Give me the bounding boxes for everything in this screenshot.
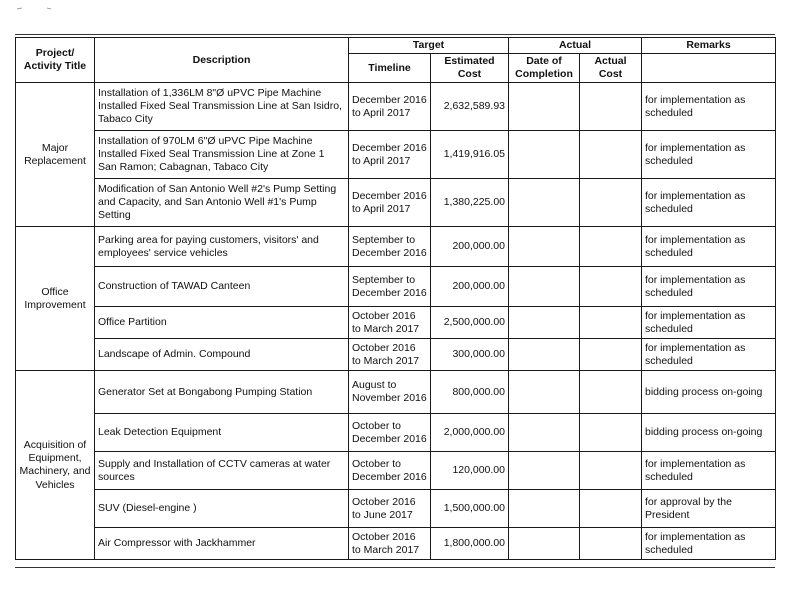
project-title-cell: Office Improvement [16, 227, 95, 371]
remarks-cell: for implementation as scheduled [642, 179, 776, 227]
timeline-cell: December 2016 to April 2017 [349, 131, 431, 179]
table-row [16, 490, 776, 528]
date-of-completion-cell [509, 307, 580, 339]
description-cell: Installation of 970LM 6"Ø uPVC Pipe Machine Installed Fixed Seal Transmission Line at Zone 1 San Ramon; Cabagnan, Tabaco City [95, 131, 349, 179]
actual-cost-cell [580, 307, 642, 339]
description-cell: Generator Set at Bongabong Pumping Station [95, 371, 349, 414]
timeline-cell: September to December 2016 [349, 227, 431, 267]
description-cell: Construction of TAWAD Canteen [95, 267, 349, 307]
description-cell: Leak Detection Equipment [95, 414, 349, 452]
header-remarks-sub [642, 54, 776, 83]
actual-cost-cell [580, 528, 642, 560]
remarks-cell: for implementation as scheduled [642, 267, 776, 307]
actual-cost-cell [580, 371, 642, 414]
remarks-cell: for implementation as scheduled [642, 227, 776, 267]
header-project: Project/ Activity Title [16, 38, 95, 83]
estimated-cost-cell: 1,380,225.00 [431, 179, 509, 227]
timeline-cell: October 2016 to June 2017 [349, 490, 431, 528]
remarks-cell: for implementation as scheduled [642, 528, 776, 560]
timeline-cell: October 2016 to March 2017 [349, 307, 431, 339]
date-of-completion-cell [509, 179, 580, 227]
date-of-completion-cell [509, 83, 580, 131]
header-date-of-completion: Date of Completion [509, 54, 580, 83]
date-of-completion-cell [509, 131, 580, 179]
timeline-cell: December 2016 to April 2017 [349, 179, 431, 227]
header-remarks: Remarks [642, 38, 776, 54]
remarks-cell: for approval by the President [642, 490, 776, 528]
date-of-completion-cell [509, 528, 580, 560]
remarks-cell: for implementation as scheduled [642, 339, 776, 371]
description-cell: SUV (Diesel-engine ) [95, 490, 349, 528]
remarks-cell: bidding process on-going [642, 371, 776, 414]
table-row [16, 371, 776, 414]
estimated-cost-cell: 800,000.00 [431, 371, 509, 414]
remarks-cell: for implementation as scheduled [642, 452, 776, 490]
header-timeline: Timeline [349, 54, 431, 83]
actual-cost-cell [580, 131, 642, 179]
project-status-table [15, 37, 776, 560]
table-row [16, 452, 776, 490]
project-title-cell: Acquisition of Equipment, Machinery, and Vehicles [16, 371, 95, 560]
remarks-cell: for implementation as scheduled [642, 131, 776, 179]
timeline-cell: December 2016 to April 2017 [349, 83, 431, 131]
estimated-cost-cell: 200,000.00 [431, 227, 509, 267]
estimated-cost-cell: 120,000.00 [431, 452, 509, 490]
date-of-completion-cell [509, 452, 580, 490]
table-row [16, 83, 776, 131]
estimated-cost-cell: 200,000.00 [431, 267, 509, 307]
remarks-cell: bidding process on-going [642, 414, 776, 452]
table-row [16, 339, 776, 371]
estimated-cost-cell: 1,500,000.00 [431, 490, 509, 528]
date-of-completion-cell [509, 339, 580, 371]
date-of-completion-cell [509, 227, 580, 267]
description-cell: Installation of 1,336LM 8"Ø uPVC Pipe Machine Installed Fixed Seal Transmission Line at San Isidro, Tabaco City [95, 83, 349, 131]
timeline-cell: October to December 2016 [349, 414, 431, 452]
header-target: Target [349, 38, 509, 54]
actual-cost-cell [580, 490, 642, 528]
timeline-cell: August to November 2016 [349, 371, 431, 414]
date-of-completion-cell [509, 414, 580, 452]
header-actual-cost: Actual Cost [580, 54, 642, 83]
remarks-cell: for implementation as scheduled [642, 307, 776, 339]
scan-speck [17, 8, 22, 9]
actual-cost-cell [580, 339, 642, 371]
table-row [16, 227, 776, 267]
header-actual: Actual [509, 38, 642, 54]
actual-cost-cell [580, 452, 642, 490]
bottom-rule [15, 567, 775, 568]
estimated-cost-cell: 300,000.00 [431, 339, 509, 371]
table-body [16, 83, 776, 560]
table-row [16, 267, 776, 307]
scan-marks [0, 0, 789, 20]
remarks-cell: for implementation as scheduled [642, 83, 776, 131]
description-cell: Landscape of Admin. Compound [95, 339, 349, 371]
table-row [16, 528, 776, 560]
actual-cost-cell [580, 179, 642, 227]
actual-cost-cell [580, 83, 642, 131]
table-row [16, 131, 776, 179]
table-row [16, 307, 776, 339]
description-cell: Parking area for paying customers, visitors' and employees' service vehicles [95, 227, 349, 267]
description-cell: Office Partition [95, 307, 349, 339]
header-estimated-cost: Estimated Cost [431, 54, 509, 83]
project-title-cell: Major Replacement [16, 83, 95, 227]
description-cell: Modification of San Antonio Well #2's Pump Setting and Capacity, and San Antonio Well #1's Pump Setting [95, 179, 349, 227]
date-of-completion-cell [509, 490, 580, 528]
date-of-completion-cell [509, 371, 580, 414]
table-row [16, 179, 776, 227]
table-row [16, 414, 776, 452]
actual-cost-cell [580, 414, 642, 452]
top-rule [15, 34, 775, 35]
estimated-cost-cell: 1,800,000.00 [431, 528, 509, 560]
actual-cost-cell [580, 267, 642, 307]
estimated-cost-cell: 2,000,000.00 [431, 414, 509, 452]
description-cell: Supply and Installation of CCTV cameras at water sources [95, 452, 349, 490]
estimated-cost-cell: 1,419,916.05 [431, 131, 509, 179]
date-of-completion-cell [509, 267, 580, 307]
timeline-cell: October 2016 to March 2017 [349, 339, 431, 371]
description-cell: Air Compressor with Jackhammer [95, 528, 349, 560]
estimated-cost-cell: 2,632,589.93 [431, 83, 509, 131]
timeline-cell: October to December 2016 [349, 452, 431, 490]
table-header [16, 38, 776, 83]
estimated-cost-cell: 2,500,000.00 [431, 307, 509, 339]
actual-cost-cell [580, 227, 642, 267]
scan-speck [47, 8, 51, 9]
timeline-cell: October 2016 to March 2017 [349, 528, 431, 560]
timeline-cell: September to December 2016 [349, 267, 431, 307]
header-description: Description [95, 38, 349, 83]
